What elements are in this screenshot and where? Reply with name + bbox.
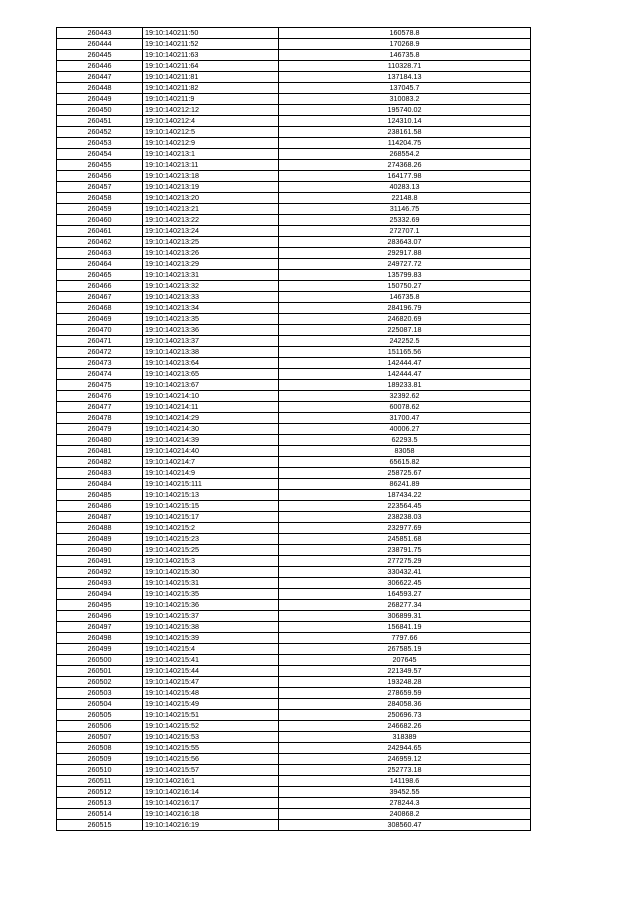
cadastral-number-cell: 19:10:140213:35 bbox=[143, 314, 279, 325]
record-id-cell: 260478 bbox=[57, 413, 143, 424]
table-row bbox=[57, 765, 531, 776]
table-row bbox=[57, 50, 531, 61]
cadastral-number-cell: 19:10:140215:56 bbox=[143, 754, 279, 765]
value-cell: 268277.34 bbox=[279, 600, 531, 611]
record-id-cell: 260447 bbox=[57, 72, 143, 83]
record-id-cell: 260507 bbox=[57, 732, 143, 743]
cadastral-number-cell: 19:10:140212:4 bbox=[143, 116, 279, 127]
record-id-cell: 260475 bbox=[57, 380, 143, 391]
cadastral-number-cell: 19:10:140211:64 bbox=[143, 61, 279, 72]
record-id-cell: 260473 bbox=[57, 358, 143, 369]
cadastral-number-cell: 19:10:140213:22 bbox=[143, 215, 279, 226]
cadastral-number-cell: 19:10:140213:31 bbox=[143, 270, 279, 281]
record-id-cell: 260499 bbox=[57, 644, 143, 655]
cadastral-number-cell: 19:10:140211:50 bbox=[143, 28, 279, 39]
table-row bbox=[57, 303, 531, 314]
table-row bbox=[57, 578, 531, 589]
table-row bbox=[57, 699, 531, 710]
cadastral-number-cell: 19:10:140213:32 bbox=[143, 281, 279, 292]
record-id-cell: 260458 bbox=[57, 193, 143, 204]
table-row bbox=[57, 248, 531, 259]
value-cell: 31146.75 bbox=[279, 204, 531, 215]
value-cell: 250696.73 bbox=[279, 710, 531, 721]
record-id-cell: 260495 bbox=[57, 600, 143, 611]
table-row bbox=[57, 358, 531, 369]
value-cell: 141198.6 bbox=[279, 776, 531, 787]
record-id-cell: 260449 bbox=[57, 94, 143, 105]
value-cell: 135799.83 bbox=[279, 270, 531, 281]
value-cell: 308560.47 bbox=[279, 820, 531, 831]
value-cell: 268554.2 bbox=[279, 149, 531, 160]
value-cell: 193248.28 bbox=[279, 677, 531, 688]
cadastral-number-cell: 19:10:140215:48 bbox=[143, 688, 279, 699]
record-id-cell: 260456 bbox=[57, 171, 143, 182]
record-id-cell: 260486 bbox=[57, 501, 143, 512]
cadastral-number-cell: 19:10:140216:19 bbox=[143, 820, 279, 831]
record-id-cell: 260443 bbox=[57, 28, 143, 39]
record-id-cell: 260491 bbox=[57, 556, 143, 567]
record-id-cell: 260460 bbox=[57, 215, 143, 226]
cadastral-number-cell: 19:10:140215:37 bbox=[143, 611, 279, 622]
table-row bbox=[57, 292, 531, 303]
record-id-cell: 260467 bbox=[57, 292, 143, 303]
cadastral-number-cell: 19:10:140211:9 bbox=[143, 94, 279, 105]
cadastral-number-cell: 19:10:140215:4 bbox=[143, 644, 279, 655]
value-cell: 238238.03 bbox=[279, 512, 531, 523]
table-row bbox=[57, 391, 531, 402]
value-cell: 242944.65 bbox=[279, 743, 531, 754]
cadastral-number-cell: 19:10:140215:2 bbox=[143, 523, 279, 534]
cadastral-number-cell: 19:10:140212:5 bbox=[143, 127, 279, 138]
record-id-cell: 260498 bbox=[57, 633, 143, 644]
record-id-cell: 260497 bbox=[57, 622, 143, 633]
cadastral-number-cell: 19:10:140213:26 bbox=[143, 248, 279, 259]
cadastral-number-cell: 19:10:140215:17 bbox=[143, 512, 279, 523]
cadastral-number-cell: 19:10:140214:11 bbox=[143, 402, 279, 413]
cadastral-number-cell: 19:10:140213:1 bbox=[143, 149, 279, 160]
table-row bbox=[57, 721, 531, 732]
table-row bbox=[57, 567, 531, 578]
record-id-cell: 260451 bbox=[57, 116, 143, 127]
value-cell: 114204.75 bbox=[279, 138, 531, 149]
record-id-cell: 260493 bbox=[57, 578, 143, 589]
cadastral-number-cell: 19:10:140213:29 bbox=[143, 259, 279, 270]
value-cell: 146735.8 bbox=[279, 292, 531, 303]
record-id-cell: 260452 bbox=[57, 127, 143, 138]
value-cell: 318389 bbox=[279, 732, 531, 743]
record-id-cell: 260470 bbox=[57, 325, 143, 336]
cadastral-number-cell: 19:10:140213:67 bbox=[143, 380, 279, 391]
record-id-cell: 260474 bbox=[57, 369, 143, 380]
record-id-cell: 260465 bbox=[57, 270, 143, 281]
table-row bbox=[57, 138, 531, 149]
value-cell: 60078.62 bbox=[279, 402, 531, 413]
value-cell: 245851.68 bbox=[279, 534, 531, 545]
value-cell: 39452.55 bbox=[279, 787, 531, 798]
cadastral-number-cell: 19:10:140215:23 bbox=[143, 534, 279, 545]
table-row bbox=[57, 182, 531, 193]
value-cell: 86241.89 bbox=[279, 479, 531, 490]
cadastral-number-cell: 19:10:140213:64 bbox=[143, 358, 279, 369]
record-id-cell: 260476 bbox=[57, 391, 143, 402]
table-row bbox=[57, 787, 531, 798]
value-cell: 150750.27 bbox=[279, 281, 531, 292]
table-row bbox=[57, 534, 531, 545]
record-id-cell: 260506 bbox=[57, 721, 143, 732]
value-cell: 292917.88 bbox=[279, 248, 531, 259]
record-id-cell: 260472 bbox=[57, 347, 143, 358]
value-cell: 225087.18 bbox=[279, 325, 531, 336]
value-cell: 137045.7 bbox=[279, 83, 531, 94]
table-row bbox=[57, 193, 531, 204]
record-id-cell: 260484 bbox=[57, 479, 143, 490]
cadastral-number-cell: 19:10:140215:13 bbox=[143, 490, 279, 501]
value-cell: 284196.79 bbox=[279, 303, 531, 314]
cadastral-number-cell: 19:10:140215:47 bbox=[143, 677, 279, 688]
cadastral-number-cell: 19:10:140215:51 bbox=[143, 710, 279, 721]
record-id-cell: 260510 bbox=[57, 765, 143, 776]
table-row bbox=[57, 281, 531, 292]
record-id-cell: 260500 bbox=[57, 655, 143, 666]
cadastral-number-cell: 19:10:140214:40 bbox=[143, 446, 279, 457]
cadastral-number-cell: 19:10:140213:37 bbox=[143, 336, 279, 347]
value-cell: 232977.69 bbox=[279, 523, 531, 534]
record-id-cell: 260444 bbox=[57, 39, 143, 50]
cadastral-number-cell: 19:10:140214:9 bbox=[143, 468, 279, 479]
record-id-cell: 260480 bbox=[57, 435, 143, 446]
table-row bbox=[57, 633, 531, 644]
record-id-cell: 260512 bbox=[57, 787, 143, 798]
record-id-cell: 260464 bbox=[57, 259, 143, 270]
record-id-cell: 260514 bbox=[57, 809, 143, 820]
table-row bbox=[57, 94, 531, 105]
cadastral-number-cell: 19:10:140214:7 bbox=[143, 457, 279, 468]
value-cell: 278659.59 bbox=[279, 688, 531, 699]
table-row bbox=[57, 160, 531, 171]
table-row bbox=[57, 776, 531, 787]
record-id-cell: 260490 bbox=[57, 545, 143, 556]
table-row bbox=[57, 688, 531, 699]
record-id-cell: 260501 bbox=[57, 666, 143, 677]
table-row bbox=[57, 127, 531, 138]
value-cell: 246682.26 bbox=[279, 721, 531, 732]
record-id-cell: 260479 bbox=[57, 424, 143, 435]
record-id-cell: 260468 bbox=[57, 303, 143, 314]
table-row bbox=[57, 424, 531, 435]
record-id-cell: 260461 bbox=[57, 226, 143, 237]
value-cell: 170268.9 bbox=[279, 39, 531, 50]
record-id-cell: 260455 bbox=[57, 160, 143, 171]
table-row bbox=[57, 820, 531, 831]
value-cell: 32392.62 bbox=[279, 391, 531, 402]
record-id-cell: 260509 bbox=[57, 754, 143, 765]
value-cell: 40283.13 bbox=[279, 182, 531, 193]
table-row bbox=[57, 622, 531, 633]
record-id-cell: 260508 bbox=[57, 743, 143, 754]
record-id-cell: 260466 bbox=[57, 281, 143, 292]
value-cell: 278244.3 bbox=[279, 798, 531, 809]
record-id-cell: 260453 bbox=[57, 138, 143, 149]
record-id-cell: 260446 bbox=[57, 61, 143, 72]
value-cell: 274368.26 bbox=[279, 160, 531, 171]
table-row bbox=[57, 501, 531, 512]
record-id-cell: 260489 bbox=[57, 534, 143, 545]
cadastral-number-cell: 19:10:140213:38 bbox=[143, 347, 279, 358]
table-row bbox=[57, 105, 531, 116]
cadastral-number-cell: 19:10:140213:34 bbox=[143, 303, 279, 314]
cadastral-number-cell: 19:10:140215:35 bbox=[143, 589, 279, 600]
table-row bbox=[57, 380, 531, 391]
table-row bbox=[57, 83, 531, 94]
record-id-cell: 260459 bbox=[57, 204, 143, 215]
value-cell: 284058.36 bbox=[279, 699, 531, 710]
table-row bbox=[57, 809, 531, 820]
value-cell: 142444.47 bbox=[279, 358, 531, 369]
table-row bbox=[57, 215, 531, 226]
table-row bbox=[57, 677, 531, 688]
record-id-cell: 260504 bbox=[57, 699, 143, 710]
cadastral-number-cell: 19:10:140214:10 bbox=[143, 391, 279, 402]
value-cell: 22148.8 bbox=[279, 193, 531, 204]
record-id-cell: 260448 bbox=[57, 83, 143, 94]
record-id-cell: 260481 bbox=[57, 446, 143, 457]
cadastral-number-cell: 19:10:140216:1 bbox=[143, 776, 279, 787]
table-row bbox=[57, 72, 531, 83]
table-row bbox=[57, 325, 531, 336]
cadastral-number-cell: 19:10:140215:25 bbox=[143, 545, 279, 556]
value-cell: 258725.67 bbox=[279, 468, 531, 479]
table-row bbox=[57, 369, 531, 380]
value-cell: 7797.66 bbox=[279, 633, 531, 644]
table-row bbox=[57, 413, 531, 424]
cadastral-number-cell: 19:10:140215:3 bbox=[143, 556, 279, 567]
table-row bbox=[57, 39, 531, 50]
cadastral-number-cell: 19:10:140213:24 bbox=[143, 226, 279, 237]
cadastral-number-cell: 19:10:140214:29 bbox=[143, 413, 279, 424]
table-row bbox=[57, 259, 531, 270]
cadastral-number-cell: 19:10:140213:18 bbox=[143, 171, 279, 182]
table-row bbox=[57, 435, 531, 446]
cadastral-number-cell: 19:10:140215:36 bbox=[143, 600, 279, 611]
value-cell: 240868.2 bbox=[279, 809, 531, 820]
record-id-cell: 260463 bbox=[57, 248, 143, 259]
cadastral-number-cell: 19:10:140212:9 bbox=[143, 138, 279, 149]
cadastral-number-cell: 19:10:140214:39 bbox=[143, 435, 279, 446]
value-cell: 110328.71 bbox=[279, 61, 531, 72]
record-id-cell: 260487 bbox=[57, 512, 143, 523]
record-id-cell: 260450 bbox=[57, 105, 143, 116]
value-cell: 306622.45 bbox=[279, 578, 531, 589]
cadastral-number-cell: 19:10:140214:30 bbox=[143, 424, 279, 435]
value-cell: 160578.8 bbox=[279, 28, 531, 39]
record-id-cell: 260445 bbox=[57, 50, 143, 61]
value-cell: 156841.19 bbox=[279, 622, 531, 633]
value-cell: 83058 bbox=[279, 446, 531, 457]
value-cell: 246959.12 bbox=[279, 754, 531, 765]
table-row bbox=[57, 270, 531, 281]
table-row bbox=[57, 479, 531, 490]
table-row bbox=[57, 61, 531, 72]
cadastral-number-cell: 19:10:140213:65 bbox=[143, 369, 279, 380]
value-cell: 306899.31 bbox=[279, 611, 531, 622]
cadastral-number-cell: 19:10:140213:33 bbox=[143, 292, 279, 303]
record-id-cell: 260488 bbox=[57, 523, 143, 534]
cadastral-number-cell: 19:10:140215:39 bbox=[143, 633, 279, 644]
value-cell: 238161.58 bbox=[279, 127, 531, 138]
value-cell: 246820.69 bbox=[279, 314, 531, 325]
cadastral-number-cell: 19:10:140216:17 bbox=[143, 798, 279, 809]
table-row bbox=[57, 611, 531, 622]
value-cell: 238791.75 bbox=[279, 545, 531, 556]
record-id-cell: 260513 bbox=[57, 798, 143, 809]
cadastral-number-cell: 19:10:140215:41 bbox=[143, 655, 279, 666]
table-row bbox=[57, 468, 531, 479]
table-row bbox=[57, 446, 531, 457]
value-cell: 31700.47 bbox=[279, 413, 531, 424]
table-row bbox=[57, 644, 531, 655]
record-id-cell: 260494 bbox=[57, 589, 143, 600]
value-cell: 164177.98 bbox=[279, 171, 531, 182]
record-id-cell: 260505 bbox=[57, 710, 143, 721]
record-id-cell: 260454 bbox=[57, 149, 143, 160]
table-row bbox=[57, 336, 531, 347]
value-cell: 146735.8 bbox=[279, 50, 531, 61]
table-body bbox=[57, 28, 531, 831]
table-row bbox=[57, 666, 531, 677]
table-row bbox=[57, 226, 531, 237]
table-row bbox=[57, 754, 531, 765]
record-id-cell: 260515 bbox=[57, 820, 143, 831]
value-cell: 40006.27 bbox=[279, 424, 531, 435]
value-cell: 272707.1 bbox=[279, 226, 531, 237]
cadastral-number-cell: 19:10:140213:36 bbox=[143, 325, 279, 336]
value-cell: 221349.57 bbox=[279, 666, 531, 677]
cadastral-number-cell: 19:10:140213:20 bbox=[143, 193, 279, 204]
value-cell: 189233.81 bbox=[279, 380, 531, 391]
table-row bbox=[57, 512, 531, 523]
table-row bbox=[57, 149, 531, 160]
table-row bbox=[57, 171, 531, 182]
table-row bbox=[57, 402, 531, 413]
cadastral-number-cell: 19:10:140213:19 bbox=[143, 182, 279, 193]
record-id-cell: 260457 bbox=[57, 182, 143, 193]
value-cell: 223564.45 bbox=[279, 501, 531, 512]
value-cell: 164593.27 bbox=[279, 589, 531, 600]
table-row bbox=[57, 28, 531, 39]
cadastral-number-cell: 19:10:140215:52 bbox=[143, 721, 279, 732]
value-cell: 207645 bbox=[279, 655, 531, 666]
record-id-cell: 260469 bbox=[57, 314, 143, 325]
table-row bbox=[57, 600, 531, 611]
cadastral-number-cell: 19:10:140216:18 bbox=[143, 809, 279, 820]
value-cell: 142444.47 bbox=[279, 369, 531, 380]
record-id-cell: 260471 bbox=[57, 336, 143, 347]
value-cell: 310083.2 bbox=[279, 94, 531, 105]
cadastral-number-cell: 19:10:140215:57 bbox=[143, 765, 279, 776]
value-cell: 252773.18 bbox=[279, 765, 531, 776]
value-cell: 187434.22 bbox=[279, 490, 531, 501]
table-row bbox=[57, 743, 531, 754]
cadastral-number-cell: 19:10:140212:12 bbox=[143, 105, 279, 116]
table-row bbox=[57, 798, 531, 809]
table-row bbox=[57, 347, 531, 358]
cadastral-number-cell: 19:10:140213:21 bbox=[143, 204, 279, 215]
value-cell: 249727.72 bbox=[279, 259, 531, 270]
value-cell: 124310.14 bbox=[279, 116, 531, 127]
cadastral-number-cell: 19:10:140215:49 bbox=[143, 699, 279, 710]
table-row bbox=[57, 710, 531, 721]
table-row bbox=[57, 490, 531, 501]
table-row bbox=[57, 655, 531, 666]
cadastral-number-cell: 19:10:140213:11 bbox=[143, 160, 279, 171]
cadastral-number-cell: 19:10:140215:30 bbox=[143, 567, 279, 578]
table-row bbox=[57, 589, 531, 600]
cadastral-number-cell: 19:10:140215:15 bbox=[143, 501, 279, 512]
value-cell: 65615.82 bbox=[279, 457, 531, 468]
cadastral-number-cell: 19:10:140215:38 bbox=[143, 622, 279, 633]
value-cell: 283643.07 bbox=[279, 237, 531, 248]
table-row bbox=[57, 237, 531, 248]
value-cell: 195740.02 bbox=[279, 105, 531, 116]
table-row bbox=[57, 545, 531, 556]
value-cell: 151165.56 bbox=[279, 347, 531, 358]
value-cell: 62293.5 bbox=[279, 435, 531, 446]
cadastral-number-cell: 19:10:140211:52 bbox=[143, 39, 279, 50]
table-row bbox=[57, 732, 531, 743]
cadastral-number-cell: 19:10:140216:14 bbox=[143, 787, 279, 798]
record-id-cell: 260462 bbox=[57, 237, 143, 248]
table-row bbox=[57, 457, 531, 468]
record-id-cell: 260503 bbox=[57, 688, 143, 699]
cadastral-number-cell: 19:10:140215:53 bbox=[143, 732, 279, 743]
cadastral-number-cell: 19:10:140211:81 bbox=[143, 72, 279, 83]
data-table bbox=[56, 27, 531, 831]
cadastral-number-cell: 19:10:140215:111 bbox=[143, 479, 279, 490]
record-id-cell: 260482 bbox=[57, 457, 143, 468]
record-id-cell: 260496 bbox=[57, 611, 143, 622]
record-id-cell: 260485 bbox=[57, 490, 143, 501]
value-cell: 25332.69 bbox=[279, 215, 531, 226]
value-cell: 277275.29 bbox=[279, 556, 531, 567]
cadastral-number-cell: 19:10:140215:31 bbox=[143, 578, 279, 589]
cadastral-number-cell: 19:10:140213:25 bbox=[143, 237, 279, 248]
record-id-cell: 260483 bbox=[57, 468, 143, 479]
cadastral-number-cell: 19:10:140211:82 bbox=[143, 83, 279, 94]
table-row bbox=[57, 556, 531, 567]
table-row bbox=[57, 523, 531, 534]
table-row bbox=[57, 116, 531, 127]
table-row bbox=[57, 204, 531, 215]
record-id-cell: 260492 bbox=[57, 567, 143, 578]
value-cell: 242252.5 bbox=[279, 336, 531, 347]
value-cell: 330432.41 bbox=[279, 567, 531, 578]
cadastral-number-cell: 19:10:140215:55 bbox=[143, 743, 279, 754]
record-id-cell: 260502 bbox=[57, 677, 143, 688]
value-cell: 267585.19 bbox=[279, 644, 531, 655]
record-id-cell: 260511 bbox=[57, 776, 143, 787]
table-row bbox=[57, 314, 531, 325]
record-id-cell: 260477 bbox=[57, 402, 143, 413]
cadastral-number-cell: 19:10:140211:63 bbox=[143, 50, 279, 61]
value-cell: 137184.13 bbox=[279, 72, 531, 83]
cadastral-number-cell: 19:10:140215:44 bbox=[143, 666, 279, 677]
